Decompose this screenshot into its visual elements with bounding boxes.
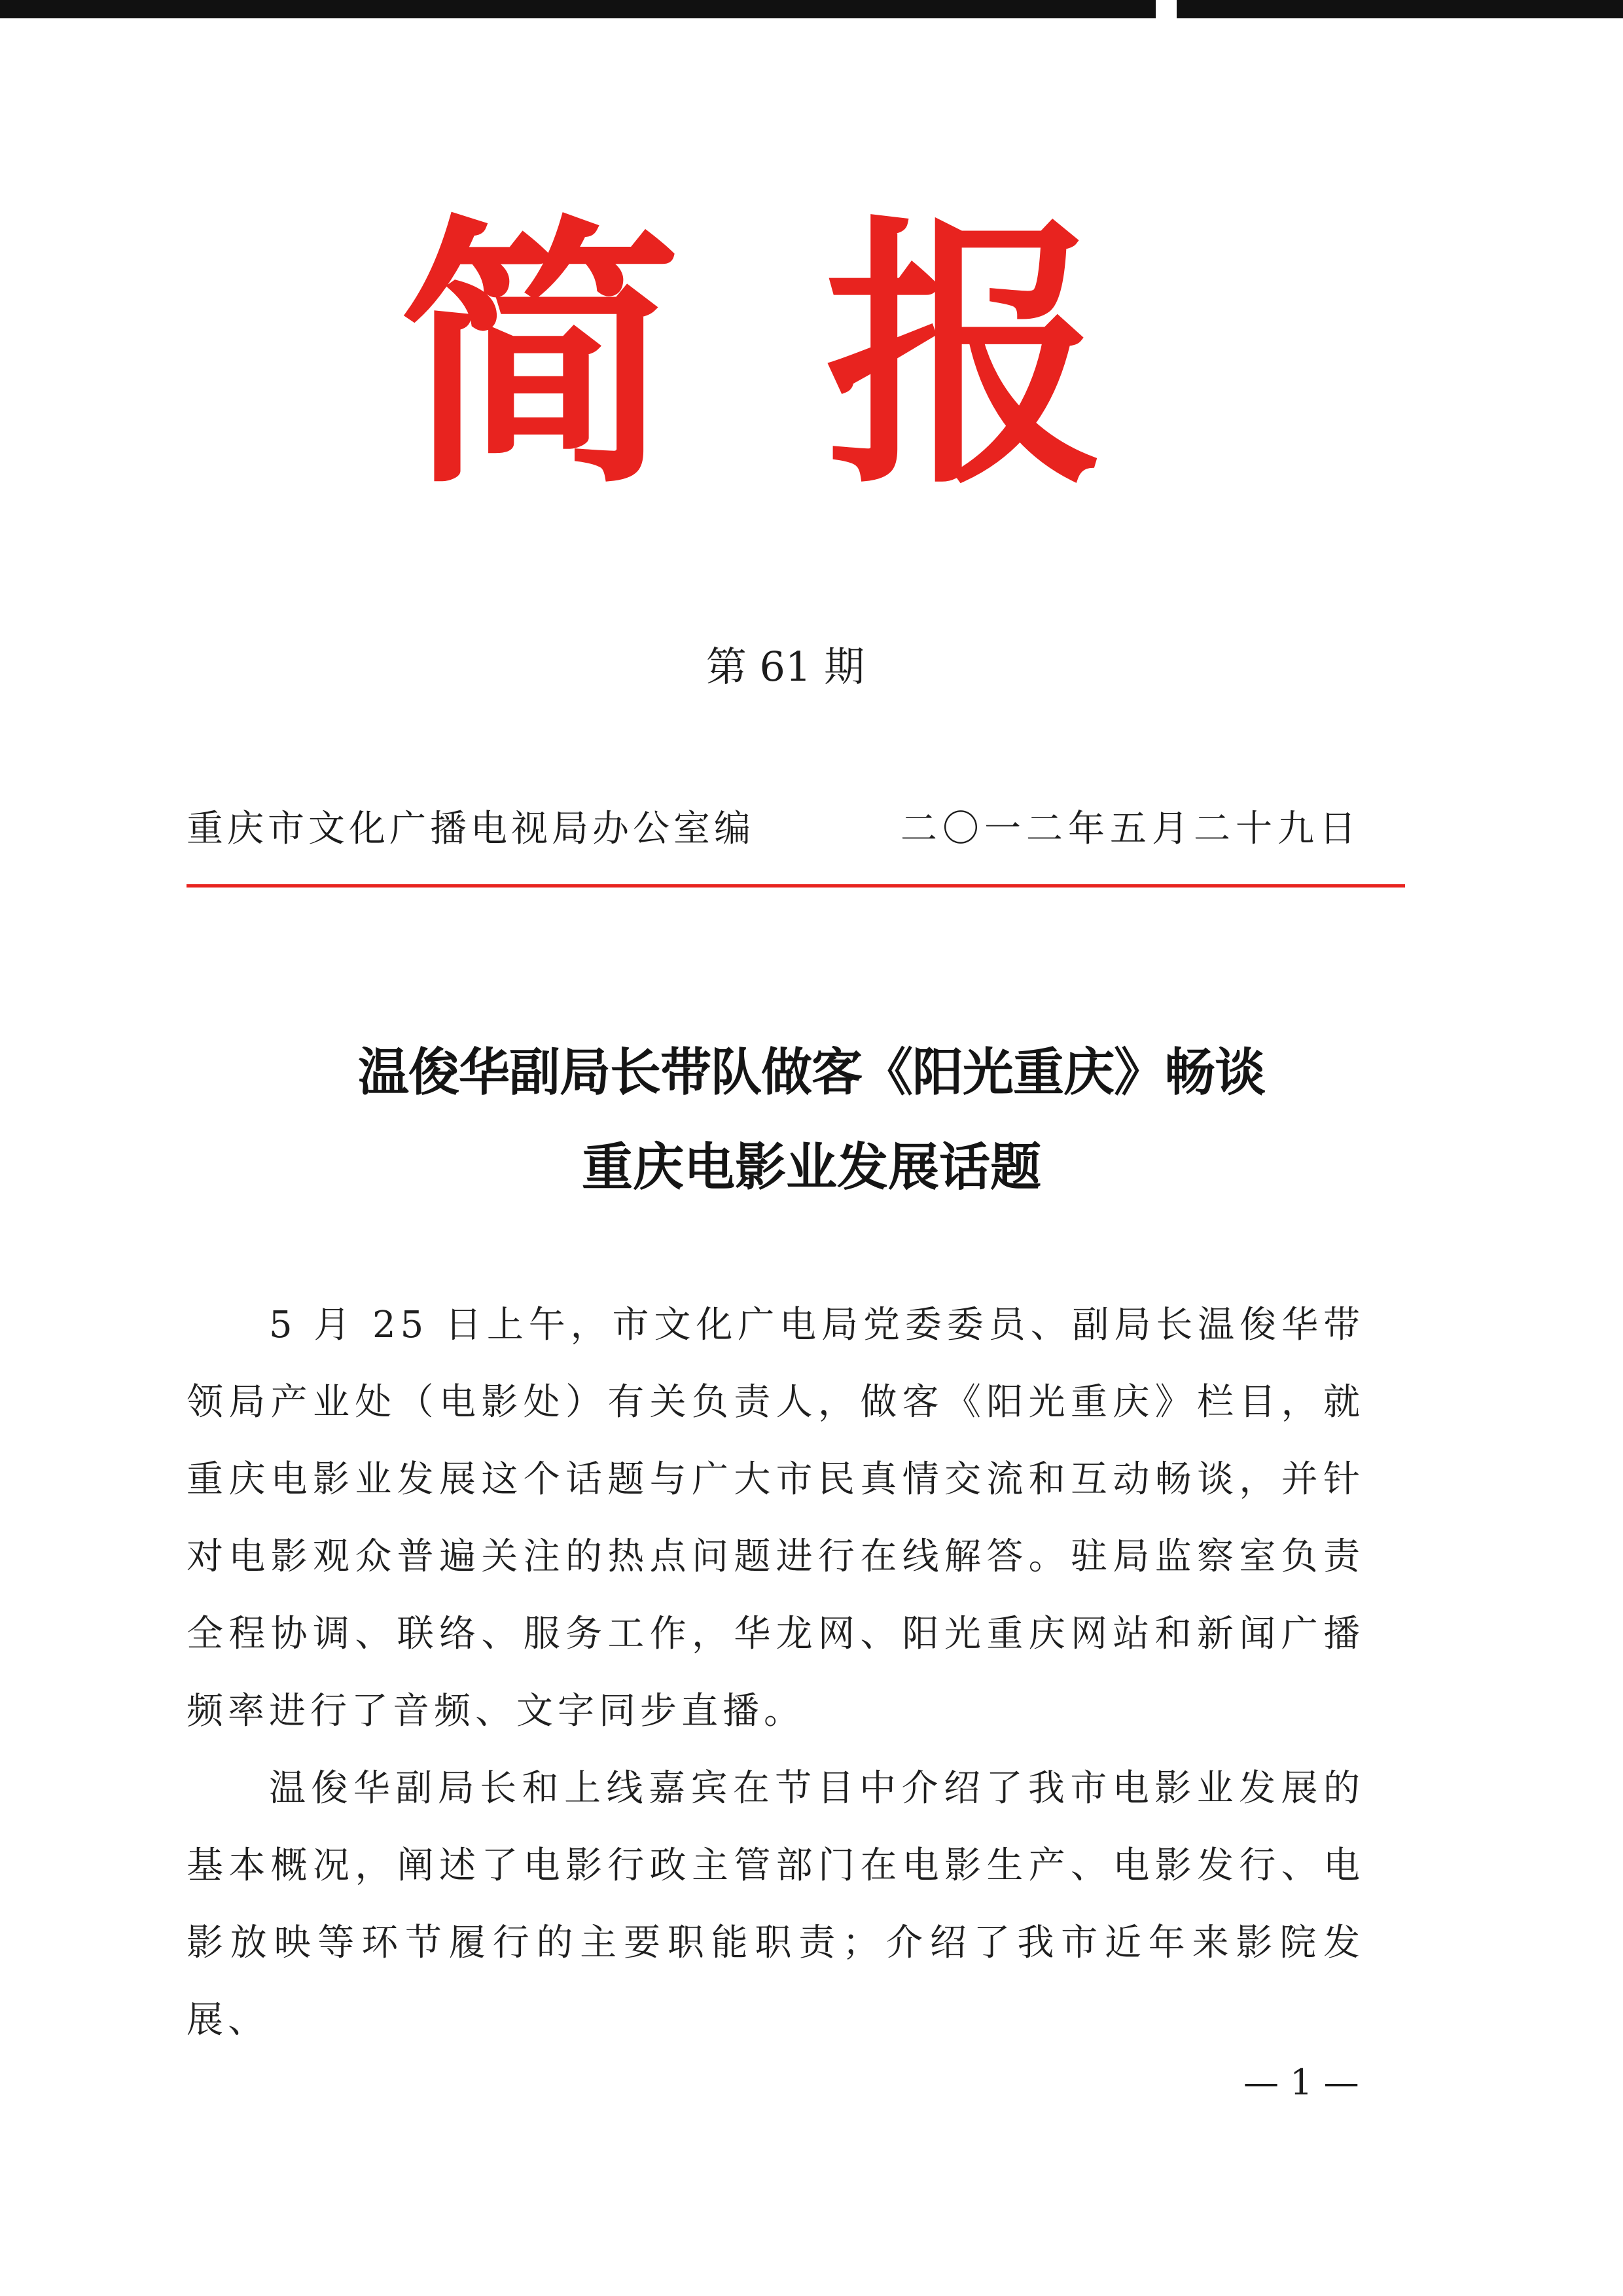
editor-office: 重庆市文化广播电视局办公室编 (187, 808, 755, 850)
scan-edge-right (1177, 0, 1623, 18)
paragraph-2: 温俊华副局长和上线嘉宾在节目中介绍了我市电影业发展的基本概况，阐述了电影行政主管部门在电影生产、电影发行、电影放映等环节履行的主要职能职责；介绍了我市近年来影院发展、 (187, 1767, 1364, 2041)
scan-edge-left (0, 0, 1156, 18)
paragraph-1: 5 月 25 日上午，市文化广电局党委委员、副局长温俊华带领局产业处（电影处）有关负责人，做客《阳光重庆》栏目，就重庆电影业发展这个话题与广大市民真情交流和互动畅谈，并针对电影观众普遍关注的热点问题进行在线解答。驻局监察室负责全程协调、联络、服务工作，华龙网、阳光重庆网站和新闻广播频率进行了音频、文字同步直播。 (187, 1304, 1364, 1732)
article-title-line-2: 重庆电影业发展话题 (581, 1138, 1041, 1197)
masthead-title: 简报 (399, 191, 1250, 522)
publish-date: 二〇一二年五月二十九日 (901, 808, 1361, 850)
issue-number: 第 61 期 (705, 643, 865, 691)
article-title-line-1: 温俊华副局长带队做客《阳光重庆》畅谈 (357, 1043, 1265, 1102)
header-divider (187, 884, 1405, 888)
page-number: — 1 — (1243, 2062, 1359, 2103)
article-body (187, 1287, 1364, 2059)
